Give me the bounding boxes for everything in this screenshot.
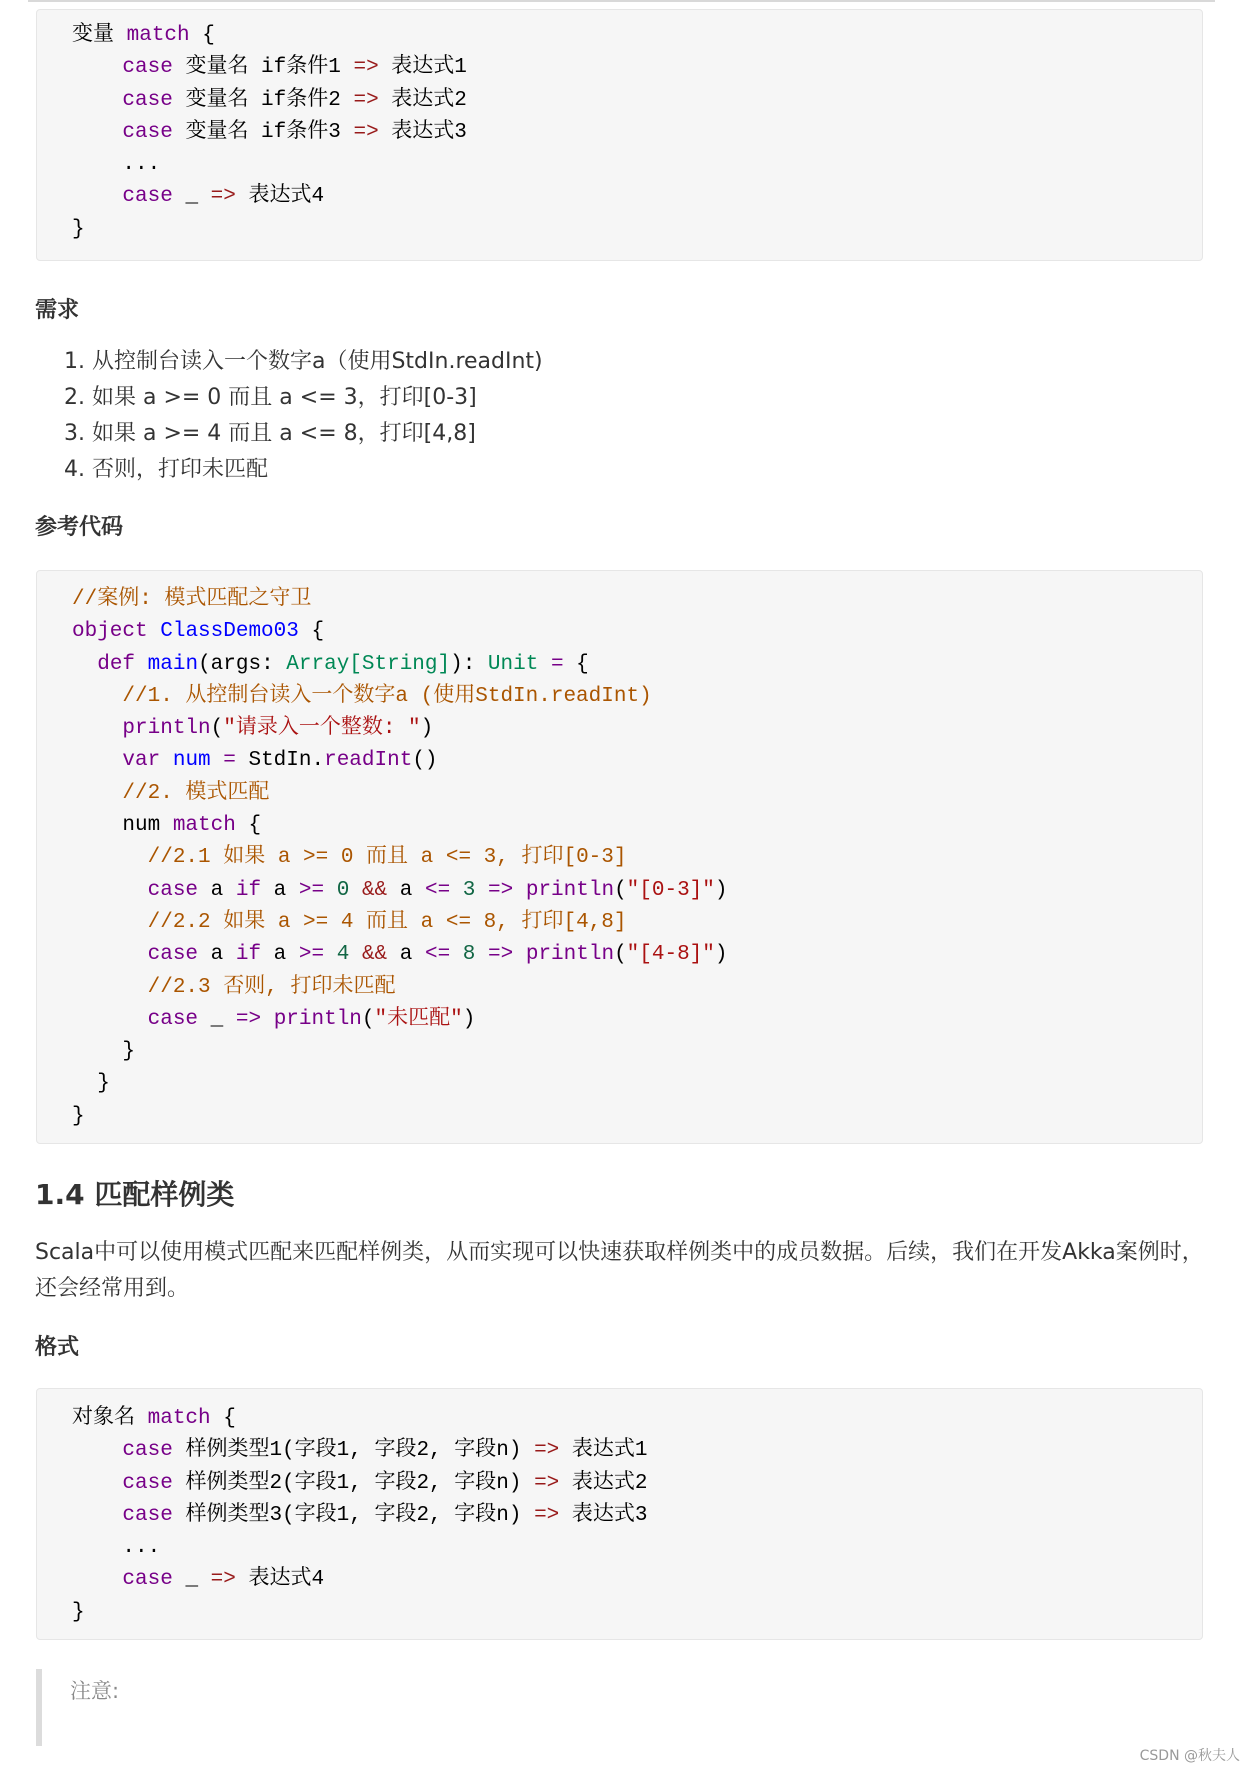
code-token: [72, 943, 148, 966]
code-token: _: [198, 1007, 236, 1031]
code-token: =>: [353, 56, 379, 80]
code-line: [72, 842, 1202, 874]
code-token: 样例类型3(字段1, 字段2, 字段n): [172, 1503, 535, 1527]
code-line: [72, 1004, 1202, 1036]
code-token: =>: [353, 88, 379, 112]
code-token: case: [122, 56, 173, 80]
code-token: [324, 943, 337, 966]
code-token: [72, 879, 148, 902]
code-token: //2. 模式匹配: [122, 781, 270, 805]
code-block-match-syntax: [36, 9, 1203, 261]
code-token: object: [72, 620, 148, 644]
code-token: case: [122, 1568, 173, 1592]
code-token: case: [122, 1503, 173, 1527]
code-token: 样例类型2(字段1, 字段2, 字段n): [172, 1471, 535, 1495]
code-line: [72, 1532, 1202, 1564]
code-token: [160, 749, 173, 772]
code-line: [72, 778, 1202, 810]
code-token: (: [614, 943, 627, 967]
code-token: a: [198, 878, 236, 902]
code-token: [450, 879, 463, 902]
code-token: [261, 1008, 274, 1031]
code-line: [72, 875, 1202, 907]
code-line: [72, 1564, 1202, 1596]
code-line: [72, 1036, 1202, 1068]
code-token: Unit: [487, 652, 539, 676]
code-line: [72, 649, 1202, 681]
code-line: [72, 85, 1202, 117]
code-line: [72, 1435, 1202, 1467]
code-token: case: [147, 878, 199, 902]
list-item: 3. 如果 a >= 4 而且 a <= 8，打印[4,8]: [64, 421, 476, 446]
code-token: //2.3 否则, 打印未匹配: [147, 975, 396, 999]
code-token: }: [72, 1104, 85, 1128]
code-token: [148, 620, 161, 643]
code-token: //2.2 如果 a >= 4 而且 a <= 8, 打印[4,8]: [147, 910, 627, 934]
code-token: ClassDemo03: [160, 620, 299, 644]
code-token: 0: [336, 878, 350, 902]
code-token: [72, 717, 122, 740]
code-line: [72, 214, 1202, 246]
code-token: 变量名 if条件3: [172, 120, 354, 144]
code-line: [72, 616, 1202, 648]
code-token: (: [361, 1007, 375, 1031]
code-token: ): [420, 717, 434, 741]
code-token: [538, 653, 551, 676]
code-token: [72, 1008, 148, 1031]
code-token: 8: [462, 943, 476, 967]
code-token: [72, 56, 122, 79]
code-token: "[0-3]": [626, 878, 715, 902]
code-token: a: [261, 878, 299, 902]
code-line: [72, 149, 1202, 181]
code-token: case: [122, 1439, 173, 1463]
code-token: =>: [534, 1503, 560, 1527]
code-token: (: [210, 717, 224, 741]
code-token: =>: [353, 120, 379, 144]
code-token: case: [147, 943, 199, 967]
code-token: }: [72, 1040, 136, 1064]
code-token: 表达式3: [378, 120, 467, 144]
code-token: >=: [298, 943, 325, 967]
code-token: [72, 1504, 122, 1527]
code-token: [349, 879, 362, 902]
code-token: [513, 943, 526, 966]
code-token: println: [273, 1007, 362, 1031]
code-token: 表达式4: [235, 185, 325, 209]
code-token: <=: [424, 943, 451, 967]
code-line: [72, 972, 1202, 1004]
code-token: Array[String]: [286, 652, 451, 676]
code-token: =>: [534, 1471, 560, 1495]
code-token: =: [223, 749, 236, 773]
code-token: match: [147, 1407, 211, 1430]
code-token: match: [172, 814, 236, 838]
heading-reference-code: 参考代码: [35, 515, 124, 540]
code-token: _: [172, 1568, 211, 1592]
code-token: 表达式2: [559, 1471, 648, 1495]
code-line: [72, 1068, 1202, 1100]
code-token: {: [298, 620, 325, 644]
code-token: [72, 749, 122, 772]
code-token: }: [72, 1072, 110, 1096]
code-token: //2.1 如果 a >= 0 而且 a <= 3, 打印[0-3]: [147, 846, 627, 870]
code-token: {: [189, 24, 215, 47]
code-token: main: [147, 652, 199, 676]
code-token: }: [72, 1600, 85, 1624]
code-token: [72, 1568, 122, 1591]
code-token: {: [210, 1407, 236, 1430]
code-token: ...: [72, 1536, 161, 1560]
code-token: 对象名: [72, 1407, 148, 1430]
code-token: case: [122, 1471, 173, 1495]
code-token: [72, 1439, 122, 1462]
code-block-reference: [36, 570, 1203, 1144]
code-token: _: [172, 185, 211, 209]
code-token: case: [122, 185, 173, 209]
code-token: {: [563, 652, 589, 676]
code-token: }: [72, 217, 85, 241]
code-line: [72, 1403, 1202, 1435]
code-token: match: [126, 24, 190, 47]
code-token: 表达式3: [559, 1503, 648, 1527]
code-line: [72, 584, 1202, 616]
code-line: [72, 939, 1202, 971]
code-token: [72, 185, 122, 208]
code-token: ): [714, 943, 728, 967]
code-line: [72, 20, 1202, 52]
code-token: [72, 1472, 122, 1495]
code-token: println: [525, 943, 615, 967]
code-token: &&: [361, 878, 388, 902]
code-token: &&: [361, 943, 388, 967]
code-token: case: [122, 120, 173, 144]
list-item: 1. 从控制台读入一个数字a（使用StdIn.readInt): [64, 349, 543, 374]
code-token: a: [387, 943, 425, 967]
code-token: ...: [72, 153, 161, 177]
code-token: =>: [488, 943, 514, 967]
list-item: 2. 如果 a >= 0 而且 a <= 3，打印[0-3]: [64, 385, 477, 410]
code-line: [72, 745, 1202, 777]
heading-format: 格式: [35, 1335, 80, 1360]
list-item: 4. 否则，打印未匹配: [64, 457, 268, 482]
code-token: [475, 879, 488, 902]
note-label: 注意:: [70, 1679, 120, 1703]
code-token: println: [525, 878, 615, 902]
code-token: [72, 976, 148, 999]
code-token: =>: [210, 1568, 236, 1592]
code-token: a: [198, 943, 236, 967]
section-heading: 1.4 匹配样例类: [35, 1178, 235, 1211]
code-token: [513, 879, 526, 902]
code-token: 表达式4: [235, 1568, 325, 1592]
code-token: 样例类型1(字段1, 字段2, 字段n): [172, 1439, 535, 1463]
code-token: 3: [462, 878, 476, 902]
code-token: [72, 782, 122, 805]
code-line: [72, 117, 1202, 149]
code-token: [72, 89, 122, 112]
code-token: 变量名 if条件1: [172, 56, 354, 80]
code-token: "请录入一个整数: ": [223, 717, 421, 741]
code-token: a: [387, 878, 425, 902]
code-token: case: [122, 88, 173, 112]
code-token: if: [235, 878, 262, 902]
code-line: [72, 681, 1202, 713]
code-token: num: [172, 749, 211, 773]
blockquote-note: [36, 1669, 1203, 1746]
code-token: var: [122, 749, 161, 773]
code-token: [135, 653, 148, 676]
code-token: ): [714, 878, 728, 902]
code-token: =>: [488, 878, 514, 902]
code-token: [324, 879, 337, 902]
code-line: [72, 1101, 1202, 1133]
code-token: StdIn.: [235, 749, 325, 773]
code-token: =>: [235, 1007, 262, 1031]
code-token: >=: [298, 878, 325, 902]
code-line: [72, 810, 1202, 842]
code-token: 表达式1: [378, 56, 467, 80]
code-token: "[4-8]": [626, 943, 715, 967]
code-token: def: [97, 652, 136, 676]
code-line: [72, 181, 1202, 213]
top-divider: [28, 0, 1215, 2]
code-token: [72, 685, 122, 708]
code-token: "未匹配": [374, 1007, 463, 1031]
code-token: readInt: [324, 749, 413, 773]
code-line: [72, 1597, 1202, 1629]
code-token: if: [235, 943, 262, 967]
code-line: [72, 52, 1202, 84]
code-line: [72, 1500, 1202, 1532]
code-token: ):: [450, 652, 488, 676]
code-token: 变量: [72, 24, 127, 47]
code-token: {: [235, 814, 262, 838]
code-token: num: [72, 814, 173, 838]
code-token: a: [261, 943, 299, 967]
code-token: [450, 943, 463, 966]
code-token: println: [122, 717, 211, 741]
code-token: (: [614, 878, 627, 902]
code-token: [211, 749, 224, 772]
code-token: <=: [424, 878, 451, 902]
code-token: (args:: [198, 652, 287, 676]
code-line: [72, 1468, 1202, 1500]
section-paragraph: Scala中可以使用模式匹配来匹配样例类，从而实现可以快速获取样例类中的成员数据。后续，我们在开发Akka案例时，还会经常用到。: [35, 1240, 1204, 1301]
code-token: //案例: 模式匹配之守卫: [72, 588, 312, 611]
code-token: //1. 从控制台读入一个数字a (使用StdIn.readInt): [122, 684, 652, 708]
code-token: 表达式2: [378, 88, 467, 112]
code-token: 4: [336, 943, 350, 967]
code-token: [349, 943, 362, 966]
code-token: =: [550, 652, 564, 676]
code-token: 变量名 if条件2: [172, 88, 354, 112]
code-line: [72, 907, 1202, 939]
code-token: case: [147, 1007, 199, 1031]
requirements-list: [64, 344, 543, 488]
code-token: [72, 846, 148, 869]
code-token: ): [462, 1007, 476, 1031]
code-token: [475, 943, 488, 966]
code-token: =>: [534, 1439, 560, 1463]
watermark: CSDN @秋夫人: [1139, 1748, 1240, 1764]
code-token: [72, 121, 122, 144]
code-token: 表达式1: [559, 1439, 648, 1463]
heading-requirements: 需求: [35, 298, 80, 323]
code-token: [72, 653, 97, 676]
code-token: (): [412, 749, 438, 773]
code-token: [72, 911, 148, 934]
code-line: [72, 713, 1202, 745]
code-token: =>: [210, 185, 236, 209]
code-block-case-class-format: [36, 1388, 1203, 1640]
